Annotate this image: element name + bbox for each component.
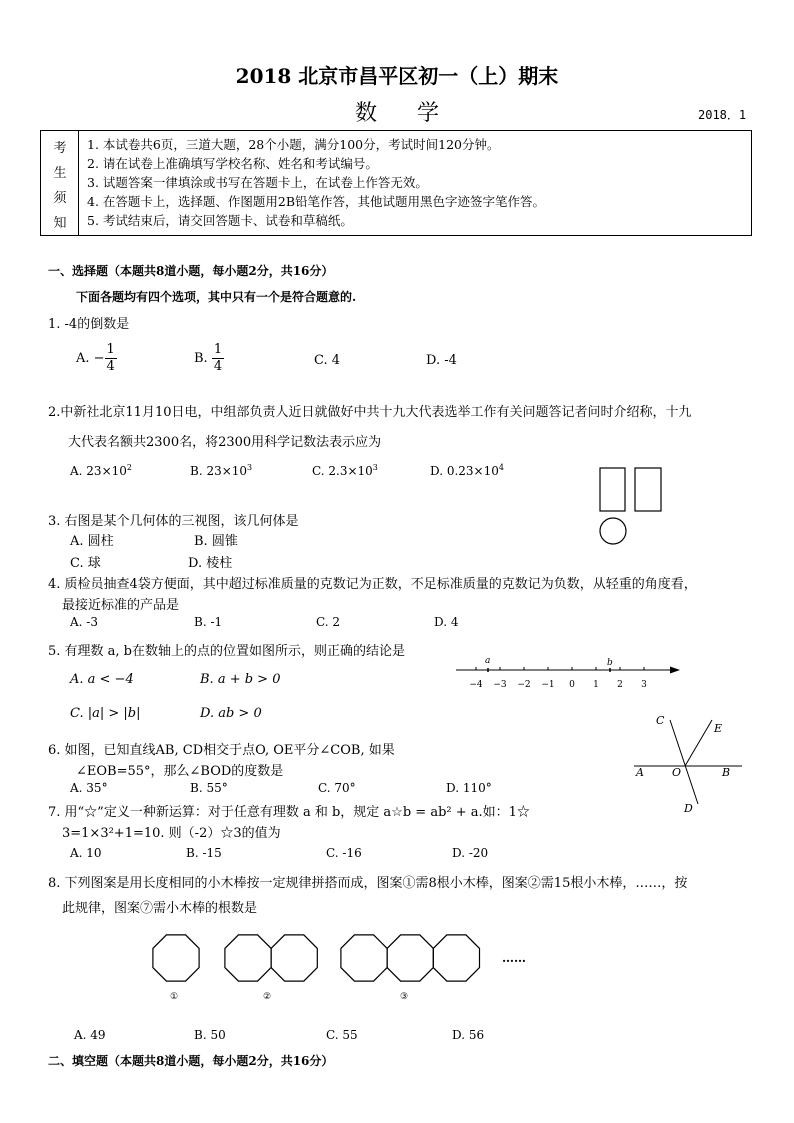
q6-option-c: C. 70° bbox=[318, 781, 356, 795]
notice-item: 3. 试题答案一律填涂或书写在答题卡上，在试卷上作答无效。 bbox=[87, 175, 428, 190]
notice-box bbox=[40, 130, 752, 236]
notice-item: 1. 本试卷共6页，三道大题，28个小题，满分100分，考试时间120分钟。 bbox=[87, 137, 500, 152]
q8-stem-line1: 8. 下列图案是用长度相同的小木棒按一定规律拼搭而成，图案①需8根小木棒，图案②需15根小木棒，……，按 bbox=[48, 876, 688, 891]
notice-label-char: 须 bbox=[53, 191, 67, 206]
q3-option-c: C. 球 bbox=[70, 556, 101, 571]
notice-label-char: 考 bbox=[53, 141, 67, 156]
q7-option-c: C. -16 bbox=[326, 846, 362, 860]
number-line-tick-label: −3 bbox=[493, 680, 507, 690]
q2-option-c: C. $2.3\times 10^3$ bbox=[312, 463, 378, 478]
line-cd bbox=[670, 720, 698, 804]
q8-option-b: B. 50 bbox=[194, 1028, 226, 1042]
octagon-pattern-2 bbox=[271, 935, 317, 981]
section1-heading: 一、选择题（本题共8道小题，每小题2分，共16分） bbox=[48, 264, 334, 278]
number-line-tick-label: −4 bbox=[469, 680, 483, 690]
point-a-label: a bbox=[485, 656, 491, 666]
q1-stem: 1. -4的倒数是 bbox=[48, 317, 130, 332]
q6-intersecting-lines-figure bbox=[630, 710, 770, 818]
q3-stem: 3. 右图是某个几何体的三视图，该几何体是 bbox=[48, 514, 299, 529]
q7-stem-line2: 3=1×3²+1=10. 则（-2）☆3的值为 bbox=[62, 826, 281, 841]
q6-stem-line2: ∠EOB=55°，那么∠BOD的度数是 bbox=[76, 764, 284, 779]
number-line-tick-label: 0 bbox=[569, 680, 575, 690]
q4-stem-line1: 4. 质检员抽查4袋方便面，其中超过标准质量的克数记为正数，不足标准质量的克数记为负数，从轻重的角度看， bbox=[48, 577, 697, 592]
q7-stem-line1: 7. 用“☆”定义一种新运算：对于任意有理数 a 和 b，规定 a☆b = ab² + a.如：1☆ bbox=[48, 805, 530, 820]
q8-option-d: D. 56 bbox=[452, 1028, 485, 1042]
page-title: 2018 北京市昌平区初一（上）期末 bbox=[235, 64, 559, 88]
q4-option-c: C. 2 bbox=[316, 615, 341, 629]
q2-option-b: B. $23\times 10^3$ bbox=[190, 463, 253, 478]
number-line-tick-label: 2 bbox=[617, 680, 623, 690]
q4-option-b: B. -1 bbox=[194, 615, 223, 629]
q4-option-d: D. 4 bbox=[434, 615, 459, 629]
number-line-arrow bbox=[670, 667, 680, 674]
ray-oe bbox=[685, 720, 712, 766]
q1-option-b: B. $\frac{1}{4}$ bbox=[194, 342, 223, 374]
q3-option-d: D. 棱柱 bbox=[188, 556, 233, 571]
octagon-pattern-3 bbox=[387, 935, 433, 981]
q8-option-c: C. 55 bbox=[326, 1028, 358, 1042]
q6-option-d: D. 110° bbox=[446, 781, 492, 795]
q8-stem-line2: 此规律，图案⑦需小木棒的根数是 bbox=[62, 901, 258, 916]
q2-stem-line1: 2.中新社北京11月10日电，中组部负责人近日就做好中共十九大代表选举工作有关问题答记者问时介绍称，十九 bbox=[48, 405, 692, 420]
q1-option-d: D. -4 bbox=[426, 353, 457, 368]
q2-stem-line2: 大代表名额共2300名，将2300用科学记数法表示应为 bbox=[68, 435, 382, 450]
notice-label bbox=[41, 131, 79, 235]
q3-three-views-figure bbox=[596, 466, 666, 548]
pattern-ellipsis: …… bbox=[502, 951, 526, 965]
front-view-rect bbox=[600, 468, 625, 511]
q3-option-b: B. 圆锥 bbox=[194, 534, 238, 549]
number-line-tick-label: 1 bbox=[593, 680, 599, 690]
q1-option-a: A. − $\frac{1}{4}$ bbox=[76, 342, 115, 374]
q5-option-b: B. a + b > 0 bbox=[200, 672, 281, 687]
q5-number-line bbox=[452, 652, 684, 696]
octagon-pattern-2 bbox=[225, 935, 271, 981]
point-b-label: b bbox=[607, 658, 613, 668]
number-line-tick-label: 3 bbox=[641, 680, 647, 690]
exam-date: 2018．1 bbox=[698, 108, 747, 122]
notice-item: 5. 考试结束后，请交回答题卡、试卷和草稿纸。 bbox=[87, 213, 353, 228]
q5-stem: 5. 有理数 a, b在数轴上的点的位置如图所示，则正确的结论是 bbox=[48, 644, 406, 659]
q1-option-c: C. 4 bbox=[314, 353, 341, 368]
subject-title: 数学 bbox=[354, 101, 479, 126]
q5-option-d: D. ab > 0 bbox=[200, 706, 262, 721]
notice-list bbox=[87, 135, 545, 230]
q5-option-c: C. |a| > |b| bbox=[70, 706, 141, 721]
q6-option-a: A. 35° bbox=[70, 781, 108, 795]
q7-option-b: B. -15 bbox=[186, 846, 222, 860]
label-a: A bbox=[636, 766, 644, 779]
q2-option-a: A. $23\times 10^2$ bbox=[70, 463, 132, 478]
q5-option-a: A. a < −4 bbox=[70, 672, 134, 687]
top-view-circle bbox=[600, 518, 626, 544]
q4-stem-line2: 最接近标准的产品是 bbox=[62, 598, 180, 613]
q6-option-b: B. 55° bbox=[190, 781, 228, 795]
label-e: E bbox=[714, 722, 723, 735]
section1-instruction: 下面各题均有四个选项，其中只有一个是符合题意的. bbox=[76, 290, 357, 304]
section2-heading: 二、填空题（本题共8道小题，每小题2分，共16分） bbox=[48, 1054, 334, 1068]
notice-label-char: 知 bbox=[53, 216, 67, 231]
notice-label-char: 生 bbox=[53, 166, 67, 181]
q8-option-a: A. 49 bbox=[74, 1028, 106, 1042]
label-b: B bbox=[722, 766, 731, 779]
q7-option-d: D. -20 bbox=[452, 846, 489, 860]
notice-item: 4. 在答题卡上，选择题、作图题用2B铅笔作答，其他试题用黑色字迹签字笔作答。 bbox=[87, 194, 546, 209]
pattern-label-1: ① bbox=[170, 992, 179, 1002]
octagon-pattern-3 bbox=[433, 935, 479, 981]
label-o: O bbox=[672, 766, 682, 779]
q4-option-a: A. -3 bbox=[70, 615, 98, 629]
q6-stem-line1: 6. 如图，已知直线AB, CD相交于点O, OE平分∠COB, 如果 bbox=[48, 743, 395, 758]
q2-option-d: D. $0.23\times 10^4$ bbox=[430, 463, 504, 478]
q8-octagon-patterns-figure bbox=[146, 928, 546, 1008]
q3-option-a: A. 圆柱 bbox=[70, 534, 114, 549]
number-line-tick-label: −1 bbox=[541, 680, 555, 690]
pattern-label-2: ② bbox=[263, 992, 272, 1002]
pattern-label-3: ③ bbox=[400, 992, 409, 1002]
side-view-rect bbox=[635, 468, 661, 511]
label-d: D bbox=[684, 802, 693, 815]
octagon-pattern-1 bbox=[153, 935, 199, 981]
q7-option-a: A. 10 bbox=[70, 846, 102, 860]
notice-item: 2. 请在试卷上准确填写学校名称、姓名和考试编号。 bbox=[87, 156, 378, 171]
octagon-pattern-3 bbox=[341, 935, 387, 981]
number-line-tick-label: −2 bbox=[517, 680, 531, 690]
label-c: C bbox=[656, 714, 665, 727]
